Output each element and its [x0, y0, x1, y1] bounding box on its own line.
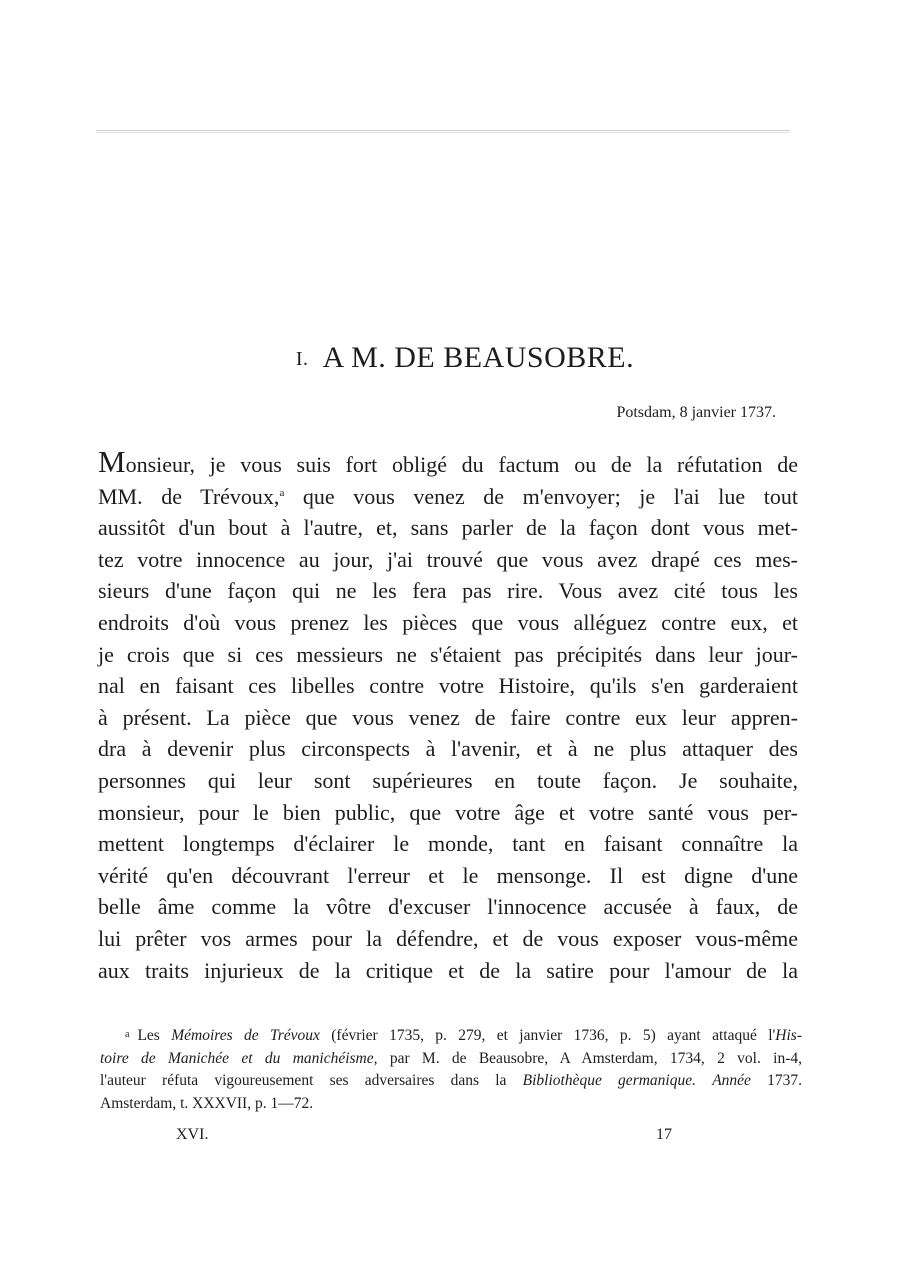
body-line: personnes qui leur sont supérieures en toute façon. Je souhaite, — [98, 767, 798, 793]
body-line: lui prêter vos armes pour la défendre, et de vous exposer vous-même — [98, 925, 798, 951]
drop-cap: M — [98, 444, 126, 479]
footnote-line: l'auteur réfuta vigoureusement ses adversaires dans la Bibliothèque germanique. Année 1737. — [100, 1072, 802, 1089]
body-line: dra à devenir plus circonspects à l'avenir, et à ne plus attaquer des — [98, 736, 798, 762]
letter-number: I. — [295, 348, 309, 370]
body-line: je crois que si ces messieurs ne s'étaient pas précipités dans leur jour- — [98, 641, 798, 667]
letter-body — [98, 446, 798, 986]
body-line: aussitôt d'un bout à l'autre, et, sans parler de la façon dont vous met- — [98, 515, 798, 541]
body-line: endroits d'où vous prenez les pièces que vous alléguez contre eux, et — [98, 609, 798, 635]
footnote-mark: a — [125, 1029, 130, 1040]
dateline: Potsdam, 8 janvier 1737. — [616, 404, 776, 421]
footnote-reference: a — [279, 486, 285, 499]
body-line: nal en faisant ces libelles contre votre Histoire, qu'ils s'en garderaient — [98, 673, 798, 699]
body-line: sieurs d'une façon qui ne les fera pas rire. Vous avez cité tous les — [98, 578, 798, 604]
body-line: MM. de Trévoux,$^a$ que vous venez de m'envoyer; je l'ai lue tout — [98, 483, 798, 509]
body-line: tez votre innocence au jour, j'ai trouvé que vous avez drapé ces mes- — [98, 546, 798, 572]
header-rule — [96, 130, 790, 133]
page-number: 17 — [656, 1126, 672, 1143]
footnote-line: Amsterdam, t. XXXVII, p. 1—72. — [100, 1094, 314, 1112]
body-line: Monsieur, je vous suis fort obligé du factum ou de la réfutation de — [98, 444, 798, 479]
footnote-line: toire de Manichée et du manichéisme, par M. de Beausobre, A Amsterdam, 1734, 2 vol. in-4, — [100, 1049, 802, 1067]
body-line: aux traits injurieux de la critique et de la satire pour l'amour de la — [98, 957, 798, 983]
footnote — [100, 1024, 802, 1115]
footnote-line: a Les Mémoires de Trévoux (février 1735, p. 279, et janvier 1736, p. 5) ayant attaqué l'His- — [125, 1027, 802, 1044]
body-line: monsieur, pour le bien public, que votre âge et votre santé vous per- — [98, 799, 798, 825]
signature-mark: XVI. — [176, 1126, 209, 1143]
body-line: belle âme comme la vôtre d'excuser l'innocence accusée à faux, de — [98, 894, 798, 920]
body-line: vérité qu'en découvrant l'erreur et le mensonge. Il est digne d'une — [98, 862, 798, 888]
letter-heading — [0, 338, 900, 379]
body-line: mettent longtemps d'éclairer le monde, tant en faisant connaître la — [98, 831, 798, 857]
letter-title: A M. DE BEAUSOBRE. — [322, 341, 635, 374]
body-line: à présent. La pièce que vous venez de faire contre eux leur appren- — [98, 704, 798, 730]
